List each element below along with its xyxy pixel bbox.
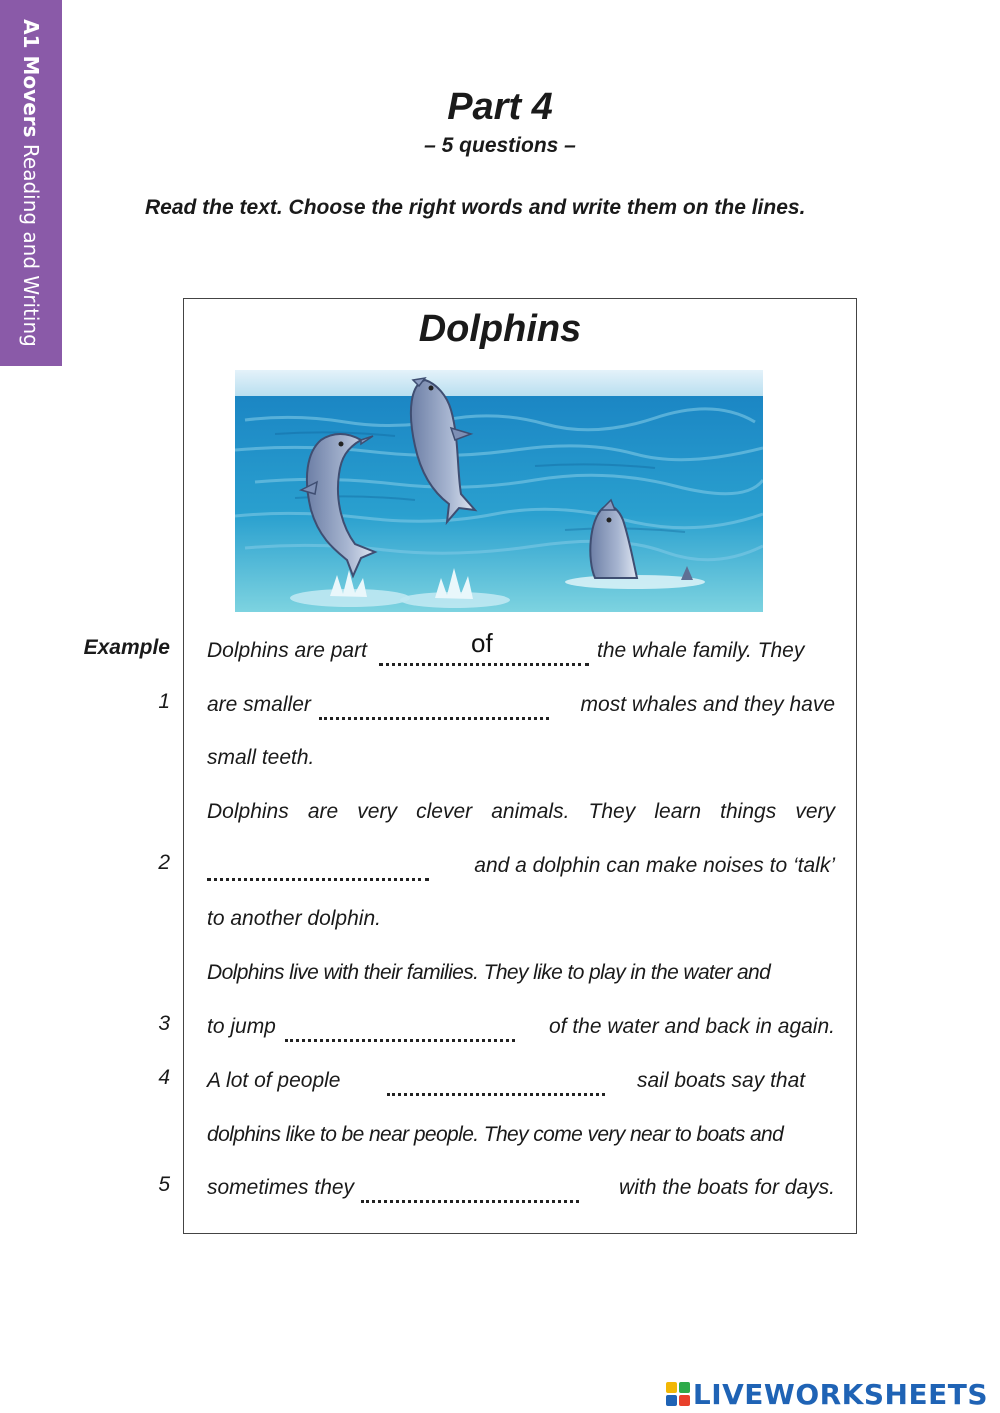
text-line (207, 1120, 835, 1150)
text-fragment: are smaller (207, 693, 311, 716)
instructions: Read the text. Choose the right words and write them on the lines. (145, 196, 806, 219)
text-fragment: most whales and they have (580, 693, 835, 716)
question-number-2: 2 (158, 851, 170, 874)
text-fragment: A lot of people (207, 1069, 341, 1092)
text-line (207, 690, 835, 720)
story-title: Dolphins (418, 308, 582, 350)
answer-input-5[interactable] (361, 1173, 579, 1203)
text-line (207, 1012, 835, 1042)
answer-input-1[interactable] (319, 690, 549, 720)
question-number-3: 3 (158, 1012, 170, 1035)
text-fragment: with the boats for days. (619, 1176, 835, 1199)
page-subtitle: – 5 questions – (424, 134, 576, 157)
logo-square (666, 1395, 677, 1406)
text-fragment: Dolphins live with their families. They like to play in the water and (207, 961, 771, 984)
text-fragment: to another dolphin. (207, 907, 381, 930)
section-label: Reading and Writing (19, 143, 43, 347)
liveworksheets-logo[interactable] (666, 1378, 988, 1410)
text-line-justified (207, 797, 835, 827)
example-answer: of (471, 628, 493, 658)
page-title: Part 4 (447, 86, 553, 128)
text-line (207, 904, 835, 934)
text-fragment: and a dolphin can make noises to ‘talk’ (474, 854, 835, 877)
example-answer-line (379, 628, 589, 666)
text-line (207, 628, 835, 666)
text-fragment: sometimes they (207, 1176, 355, 1199)
word: very (795, 800, 835, 823)
text-fragment: of the water and back in again. (548, 1015, 835, 1038)
text-line (207, 743, 835, 773)
level-label: A1 Movers (19, 19, 43, 138)
text-fragment: Dolphins are part (207, 639, 367, 662)
text-fragment: the whale family. They (597, 639, 805, 662)
text-line (207, 1173, 835, 1203)
text-fragment: sail boats say that (637, 1069, 806, 1092)
text-fragment: dolphins like to be near people. They come very near to boats and (207, 1123, 784, 1146)
answer-input-2[interactable] (207, 851, 429, 881)
word: things (720, 800, 777, 823)
text-fragment: to jump (207, 1015, 276, 1038)
word: clever (416, 800, 473, 823)
logo-icon (666, 1382, 690, 1406)
answer-input-4[interactable] (387, 1066, 605, 1096)
dolphins-jumping-illustration (235, 370, 763, 612)
text-line (207, 851, 835, 881)
logo-square (666, 1382, 677, 1393)
logo-text: LIVEWORKSHEETS (692, 1377, 988, 1411)
word: are (307, 800, 339, 823)
word: animals. (491, 800, 570, 823)
text-fragment: small teeth. (207, 746, 315, 769)
logo-square (679, 1395, 690, 1406)
text-line (207, 958, 835, 988)
word: Dolphins (207, 800, 289, 823)
example-label: Example (83, 636, 170, 659)
word: learn (654, 800, 702, 823)
question-number-4: 4 (158, 1066, 170, 1089)
logo-square (679, 1382, 690, 1393)
text-line (207, 1066, 835, 1096)
answer-input-3[interactable] (285, 1012, 515, 1042)
question-number-5: 5 (158, 1173, 170, 1196)
question-number-1: 1 (158, 690, 170, 713)
word: very (357, 800, 397, 823)
word: They (588, 800, 636, 823)
side-tab-label (17, 13, 45, 353)
